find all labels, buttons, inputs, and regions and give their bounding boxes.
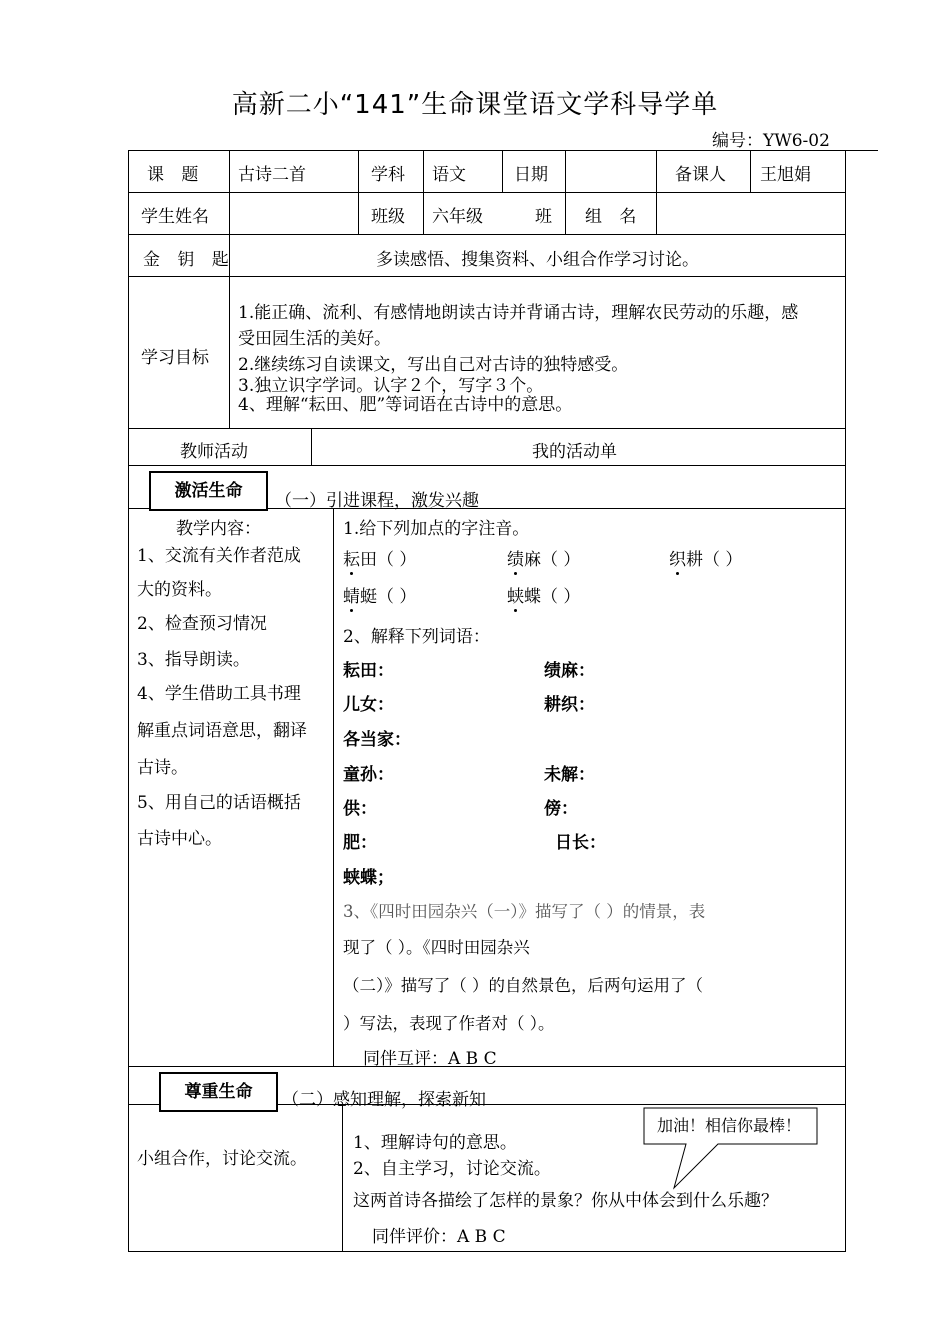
encouragement-text: 加油！相信你最棒！ <box>657 1116 802 1135</box>
my-activity-header: 我的活动单 <box>532 442 617 462</box>
question-3-line: 现了（ ）。《四时田园杂兴 <box>343 938 530 957</box>
teaching-item: 3、指导朗读。 <box>137 650 250 670</box>
subject-label: 学科 <box>371 165 405 185</box>
word-item: 儿女： <box>343 695 394 715</box>
goal-line: 3.独立识字学词。认字２个，写字３个。 <box>238 376 544 396</box>
peer-evaluation: 同伴评价：A B C <box>372 1227 506 1247</box>
pinyin-item: 蜻蜓（ ） <box>343 587 417 607</box>
question-3-line: 3、《四时田园杂兴（一）》描写了（ ）的情景，表 <box>343 902 706 921</box>
pinyin-item: 织耕（ ） <box>669 550 743 570</box>
question-3-line: （二）》描写了（ ）的自然景色，后两句运用了（ <box>343 976 703 995</box>
topic-value: 古诗二首 <box>238 165 306 185</box>
goal-line: 2.继续练习自读课文，写出自己对古诗的独特感受。 <box>238 355 629 375</box>
pinyin-item: 绩麻（ ） <box>507 550 581 570</box>
teaching-item: 1、交流有关作者范成 <box>137 546 301 566</box>
goals-label: 学习目标 <box>141 348 209 368</box>
teaching-item: 解重点词语意思，翻译 <box>137 721 307 741</box>
class-label: 班级 <box>371 207 405 227</box>
preparer-label: 备课人 <box>675 165 726 185</box>
class-value: 六年级 <box>432 207 483 227</box>
question-1: 1.给下列加点的字注音。 <box>343 519 530 539</box>
teaching-item: 古诗。 <box>137 758 188 778</box>
peer-review: 同伴互评：A B C <box>363 1049 497 1069</box>
task-line: 这两首诗各描绘了怎样的景象？你从中体会到什么乐趣？ <box>353 1191 778 1211</box>
key-value: 多读感悟、搜集资料、小组合作学习讨论。 <box>376 250 699 270</box>
task-line: 1、理解诗句的意思。 <box>353 1133 517 1153</box>
goal-line: 1.能正确、流利、有感情地朗读古诗并背诵古诗，理解农民劳动的乐趣，感 <box>238 303 799 323</box>
word-item: 供： <box>343 799 377 819</box>
question-3-line: ）写法，表现了作者对（ ）。 <box>343 1014 555 1033</box>
student-name-label: 学生姓名 <box>141 207 209 227</box>
word-item: 各当家： <box>343 730 411 750</box>
document-code: 编号：YW6-02 <box>712 131 830 151</box>
word-item: 童孙： <box>343 765 394 785</box>
word-item: 耘田： <box>343 661 394 681</box>
topic-label: 课 题 <box>147 165 205 185</box>
pinyin-item: 蛱蝶（ ） <box>507 587 581 607</box>
group-label: 组 名 <box>585 207 643 227</box>
date-label: 日期 <box>514 165 548 185</box>
section2-heading: （二）感知理解，探索新知 <box>282 1090 486 1110</box>
class-suffix: 班 <box>535 207 552 227</box>
page-title: 高新二小“141”生命课堂语文学科导学单 <box>231 90 719 120</box>
preparer-value: 王旭娟 <box>760 165 811 185</box>
teacher-activity-header: 教师活动 <box>180 442 248 462</box>
section1-badge: 激活生命 <box>149 471 268 511</box>
goal-line: 4、理解“耘田、肥”等词语在古诗中的意思。 <box>238 395 573 415</box>
teaching-item: 大的资料。 <box>137 580 222 600</box>
teaching-content-title: 教学内容： <box>176 519 261 539</box>
section2-badge: 尊重生命 <box>159 1072 278 1112</box>
teaching-item: 4、学生借助工具书理 <box>137 684 301 704</box>
teaching-item: 古诗中心。 <box>137 829 222 849</box>
teaching-item: 5、用自己的话语概括 <box>137 793 301 813</box>
word-item: 肥： <box>343 833 377 853</box>
teaching-item: 2、检查预习情况 <box>137 614 267 634</box>
word-item: 蛱蝶； <box>343 868 394 888</box>
goal-line: 受田园生活的美好。 <box>238 329 391 349</box>
word-item: 日长： <box>555 833 606 853</box>
word-item: 绩麻： <box>544 661 595 681</box>
question-2: 2、解释下列词语： <box>343 627 490 647</box>
section1-heading: （一）引进课程，激发兴趣 <box>275 491 479 511</box>
task-line: 2、自主学习，讨论交流。 <box>353 1159 551 1179</box>
subject-value: 语文 <box>432 165 466 185</box>
group-discussion: 小组合作，讨论交流。 <box>137 1149 307 1169</box>
word-item: 未解： <box>544 765 595 785</box>
pinyin-item: 耘田（ ） <box>343 550 417 570</box>
word-item: 耕织： <box>544 695 595 715</box>
word-item: 傍： <box>544 799 578 819</box>
key-label: 金 钥 匙 <box>143 250 235 270</box>
